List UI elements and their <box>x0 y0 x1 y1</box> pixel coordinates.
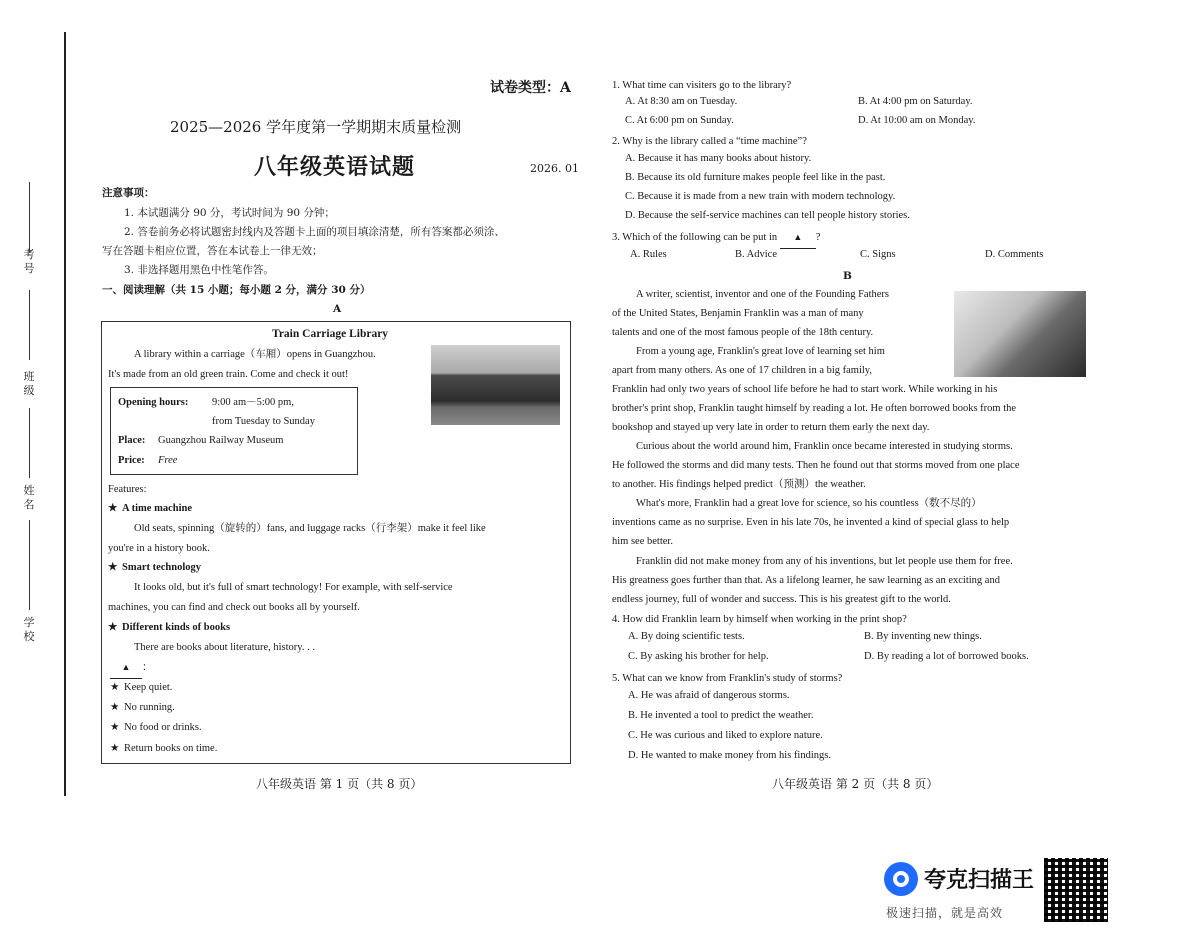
star-icon: ★ <box>110 702 120 713</box>
passage-line: His greatness goes further than that. As a lifelong learner, he saw learning as an exciting and <box>612 575 1000 586</box>
option: A. Because it has many books about history. <box>625 153 812 164</box>
price-value: Free <box>158 455 178 466</box>
feature-title: ★ Different kinds of books <box>108 618 230 638</box>
qr-code-icon[interactable] <box>1044 858 1108 922</box>
question-5: 5. What can we know from Franklin's study of storms? <box>612 673 843 684</box>
side-label-name: 姓名 <box>23 484 35 511</box>
option: A. He was afraid of dangerous storms. <box>628 690 790 701</box>
passage-line: talents and one of the most famous people of the 18th century. <box>612 327 874 338</box>
passage-line: endless journey, full of wonder and success. This is his greatest gift to the world. <box>612 594 951 605</box>
option: A. At 8:30 am on Tuesday. <box>625 96 738 107</box>
side-label-class: 班级 <box>23 370 35 397</box>
hours-label: Opening hours: <box>118 397 189 408</box>
hours-value: 9:00 am－5:00 pm, <box>212 397 294 408</box>
passage-line: inventions came as no surprise. Even in his late 70s, he invented a kind of special glass to help <box>612 517 1010 528</box>
passage-line: Franklin did not make money from any of his inventions, but let people use them for free. <box>636 556 1013 567</box>
rule-item: ★ No running. <box>110 698 175 718</box>
option: C. By asking his brother for help. <box>628 651 769 662</box>
option: B. Advice <box>735 249 777 260</box>
place-value: Guangzhou Railway Museum <box>158 435 284 446</box>
library-title: Train Carriage Library <box>272 328 389 340</box>
option: B. Because its old furniture makes people feel like in the past. <box>625 172 886 183</box>
side-underline <box>29 408 30 478</box>
side-underline <box>29 182 30 252</box>
star-icon: ★ <box>110 722 120 733</box>
side-label-school: 学校 <box>23 616 35 643</box>
franklin-portrait <box>954 291 1086 377</box>
passage-line: of the United States, Benjamin Franklin was a man of many <box>612 308 864 319</box>
rule-item: ★ Keep quiet. <box>110 678 172 698</box>
scanner-logo-icon <box>884 862 918 896</box>
question-2: 2. Why is the library called a “time machine”? <box>612 136 807 147</box>
passage-line: him see better. <box>612 536 673 547</box>
feature-text: machines, you can find and check out books all by yourself. <box>108 602 360 613</box>
note-line: 1. 本试题满分 90 分，考试时间为 90 分钟； <box>124 207 335 219</box>
passage-line: Franklin had only two years of school life before he had to start work. While working in his <box>612 384 998 395</box>
exam-date: 2026. 01 <box>530 162 579 175</box>
hours-days: from Tuesday to Sunday <box>212 416 315 427</box>
main-title: 八年级英语试题 <box>254 154 416 180</box>
notes-heading: 注意事项： <box>102 187 155 199</box>
option: B. At 4:00 pm on Saturday. <box>858 96 973 107</box>
passage-line: apart from many others. As one of 17 children in a big family, <box>612 365 873 376</box>
passage-line: to another. His findings helped predict（预测）the weather. <box>612 479 866 490</box>
footer-left: 八年级英语 第 1 页（共 8 页） <box>256 777 423 791</box>
passage-line: A writer, scientist, inventor and one of the Founding Fathers <box>636 289 889 300</box>
note-line: 3. 非选择题用黑色中性笔作答。 <box>124 264 274 276</box>
note-line: 写在答题卡相应位置，答在本试卷上一律无效； <box>102 245 323 257</box>
library-intro: A library within a carriage（车厢）opens in Guangzhou. <box>134 349 376 360</box>
option: A. Rules <box>630 249 667 260</box>
passage-line: He followed the storms and did many tests. Then he found out that storms moved from one place <box>612 460 1020 471</box>
star-icon: ★ <box>110 743 120 754</box>
feature-title: ★ Smart technology <box>108 558 201 578</box>
question-1: 1. What time can visiters go to the library? <box>612 80 792 91</box>
paper-type: 试卷类型：A <box>490 80 571 96</box>
exam-title: 2025—2026 学年度第一学期期末质量检测 <box>170 118 462 136</box>
option: C. Because it is made from a new train with modern technology. <box>625 191 896 202</box>
star-icon: ★ <box>110 682 120 693</box>
passage-line: brother's print shop, Franklin taught himself by reading a lot. He often borrowed books from the <box>612 403 1017 414</box>
question-3: 3. Which of the following can be put in ▲ ? <box>612 228 820 249</box>
train-photo <box>431 345 560 425</box>
option: C. Signs <box>860 249 896 260</box>
part-a-label: A <box>333 303 342 315</box>
feature-text: you're in a history book. <box>108 543 210 554</box>
option: D. By reading a lot of borrowed books. <box>864 651 1029 662</box>
option: C. At 6:00 pm on Sunday. <box>625 115 734 126</box>
passage-line: bookshop and stayed up very late in order to return them early the next day. <box>612 422 930 433</box>
feature-title: ★ A time machine <box>108 499 192 519</box>
option: B. He invented a tool to predict the weather. <box>628 710 814 721</box>
feature-text: Old seats, spinning（旋转的）fans, and luggage racks（行李架）make it feel like <box>134 523 486 534</box>
option: D. At 10:00 am on Monday. <box>858 115 976 126</box>
binding-line <box>64 32 66 796</box>
library-intro: It's made from an old green train. Come and check it out! <box>108 369 349 380</box>
side-underline <box>29 290 30 360</box>
section-heading: 一、阅读理解（共 15 小题；每小题 2 分，满分 30 分） <box>102 284 371 296</box>
option: A. By doing scientific tests. <box>628 631 745 642</box>
feature-text: It looks old, but it's full of smart technology! For example, with self-service <box>134 582 453 593</box>
star-icon: ★ <box>108 562 118 573</box>
star-icon: ★ <box>108 503 118 514</box>
passage-line: Curious about the world around him, Franklin once became interested in studying storms. <box>636 441 1013 452</box>
option: D. Because the self-service machines can tell people history stories. <box>625 210 910 221</box>
star-icon: ★ <box>108 622 118 633</box>
option: D. He wanted to make money from his findings. <box>628 750 831 761</box>
scanner-brand: 夸克扫描王 <box>924 868 1035 893</box>
passage-line: From a young age, Franklin's great love of learning set him <box>636 346 885 357</box>
option: D. Comments <box>985 249 1044 260</box>
note-line: 2. 答卷前务必将试题密封线内及答题卡上面的项目填涂清楚，所有答案都必须涂、 <box>124 226 505 238</box>
footer-right: 八年级英语 第 2 页（共 8 页） <box>772 777 939 791</box>
rule-item: ★ No food or drinks. <box>110 718 202 738</box>
place-label: Place: <box>118 435 146 446</box>
question-4: 4. How did Franklin learn by himself when working in the print shop? <box>612 614 907 625</box>
rules-blank: ▲ ： <box>110 658 153 679</box>
option: C. He was curious and liked to explore nature. <box>628 730 823 741</box>
scanner-slogan: 极速扫描，就是高效 <box>886 906 1004 920</box>
features-label: Features: <box>108 484 147 495</box>
feature-text: There are books about literature, history. . . <box>134 642 315 653</box>
side-label-exam-number: 考号 <box>23 248 35 275</box>
price-label: Price: <box>118 455 145 466</box>
rule-item: ★ Return books on time. <box>110 739 217 759</box>
passage-line: What's more, Franklin had a great love for science, so his countless（数不尽的） <box>636 498 982 509</box>
option: B. By inventing new things. <box>864 631 982 642</box>
part-b-label: B <box>843 270 852 282</box>
side-underline <box>29 520 30 610</box>
